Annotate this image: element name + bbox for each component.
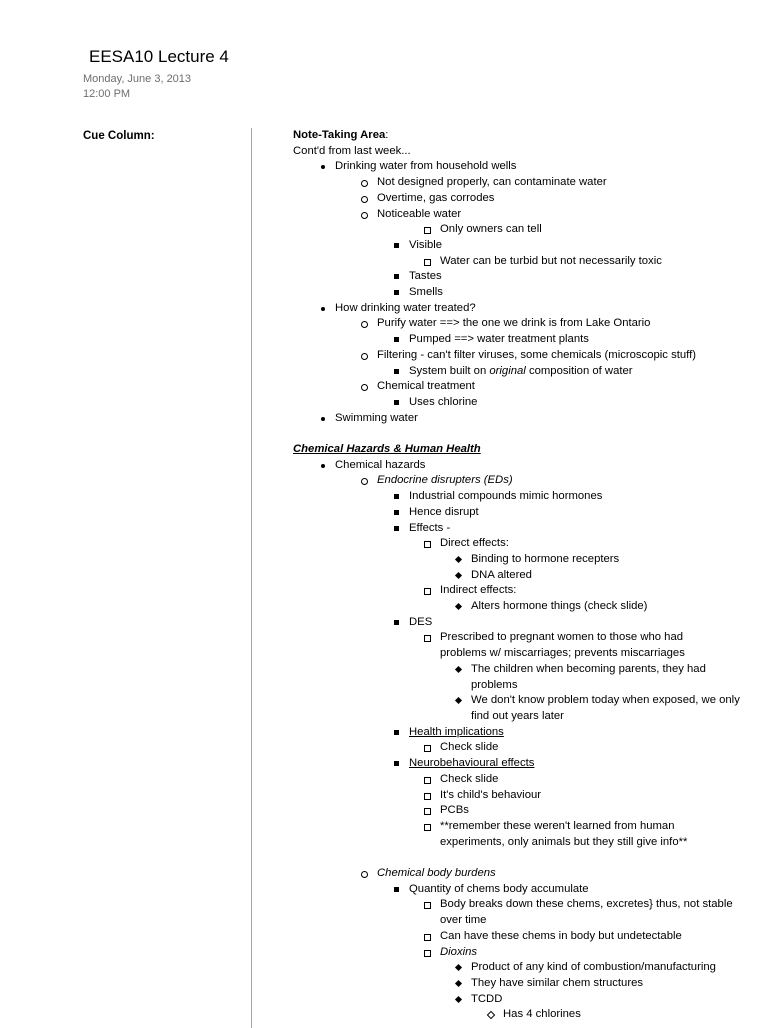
page-meta	[83, 72, 191, 102]
notes-intro: Cont'd from last week...	[293, 144, 411, 157]
list-item: Drinking water from household wells	[335, 160, 517, 173]
list-item: Chemical hazards	[335, 458, 426, 471]
list-item: Tastes	[409, 270, 442, 283]
blank-line	[293, 426, 763, 442]
blank-line	[293, 850, 763, 866]
list-item: PCBs	[440, 804, 469, 817]
list-item: Has 4 chlorines	[503, 1008, 581, 1021]
list-item: Quantity of chems body accumulate	[409, 882, 589, 895]
list-item: Uses chlorine	[409, 395, 478, 408]
list-item: Chemical treatment	[377, 380, 475, 393]
list-item: Hence disrupt	[409, 505, 479, 518]
list-item: DNA altered	[471, 568, 532, 581]
list-item: Noticeable water	[377, 207, 462, 220]
page-title: EESA10 Lecture 4	[89, 47, 229, 66]
list-item: Pumped ==> water treatment plants	[409, 333, 589, 346]
list-item: Health implications	[409, 725, 504, 738]
list-item: Product of any kind of combustion/manufacturing	[471, 961, 716, 974]
list-item: Only owners can tell	[440, 223, 542, 236]
list-item: TCDD	[471, 992, 503, 1005]
list-item: Neurobehavioural effects	[409, 757, 535, 770]
list-item: It's child's behaviour	[440, 788, 542, 801]
list-item: Swimming water	[335, 411, 418, 424]
column-divider	[251, 128, 252, 1028]
list-item: Industrial compounds mimic hormones	[409, 490, 603, 503]
cue-column-label: Cue Column:	[83, 130, 155, 142]
list-item: Purify water ==> the one we drink is from Lake Ontario	[377, 317, 651, 330]
section-heading: Chemical Hazards & Human Health	[293, 443, 481, 456]
list-item: Body breaks down these chems, excretes} thus, not stable over time	[440, 898, 733, 927]
page-date: Monday, June 3, 2013	[83, 73, 192, 85]
list-item: Water can be turbid but not necessarily toxic	[440, 254, 662, 267]
list-item: The children when becoming parents, they had problems	[471, 662, 706, 691]
notes-heading: Note-Taking Area:	[293, 129, 389, 141]
list-item: They have similar chem structures	[471, 976, 644, 989]
list-item: System built on original composition of water	[409, 364, 633, 377]
list-item: Check slide	[440, 741, 499, 754]
list-item: Binding to hormone recepters	[471, 552, 620, 565]
list-item: We don't know problem today when exposed, we only find out years later	[471, 694, 740, 722]
list-item: Indirect effects:	[440, 584, 517, 597]
list-item: Smells	[409, 286, 443, 299]
list-item: Alters hormone things (check slide)	[471, 600, 648, 613]
list-item: Visible	[409, 238, 443, 251]
list-item: DES	[409, 615, 433, 628]
list-item: **remember these weren't learned from human experiments, only animals but they still give info**	[440, 819, 688, 848]
list-item: Direct effects:	[440, 537, 509, 550]
list-item: Dioxins	[440, 945, 478, 958]
list-item: Check slide	[440, 772, 499, 785]
page-time: 12:00 PM	[83, 88, 131, 100]
list-item: Chemical body burdens	[377, 867, 496, 880]
list-item: How drinking water treated?	[335, 301, 476, 314]
list-item: Not designed properly, can contaminate water	[377, 176, 607, 189]
list-item: Endocrine disrupters (EDs)	[377, 474, 513, 487]
list-item: Overtime, gas corrodes	[377, 191, 495, 204]
list-item: Can have these chems in body but undetectable	[440, 929, 682, 942]
list-item: Filtering - can't filter viruses, some chemicals (microscopic stuff)	[377, 348, 696, 361]
list-item: Prescribed to pregnant women to those who had problems w/ miscarriages; prevents miscarriages	[440, 631, 685, 660]
list-item: Effects -	[409, 521, 451, 534]
note-taking-area	[293, 128, 763, 1023]
